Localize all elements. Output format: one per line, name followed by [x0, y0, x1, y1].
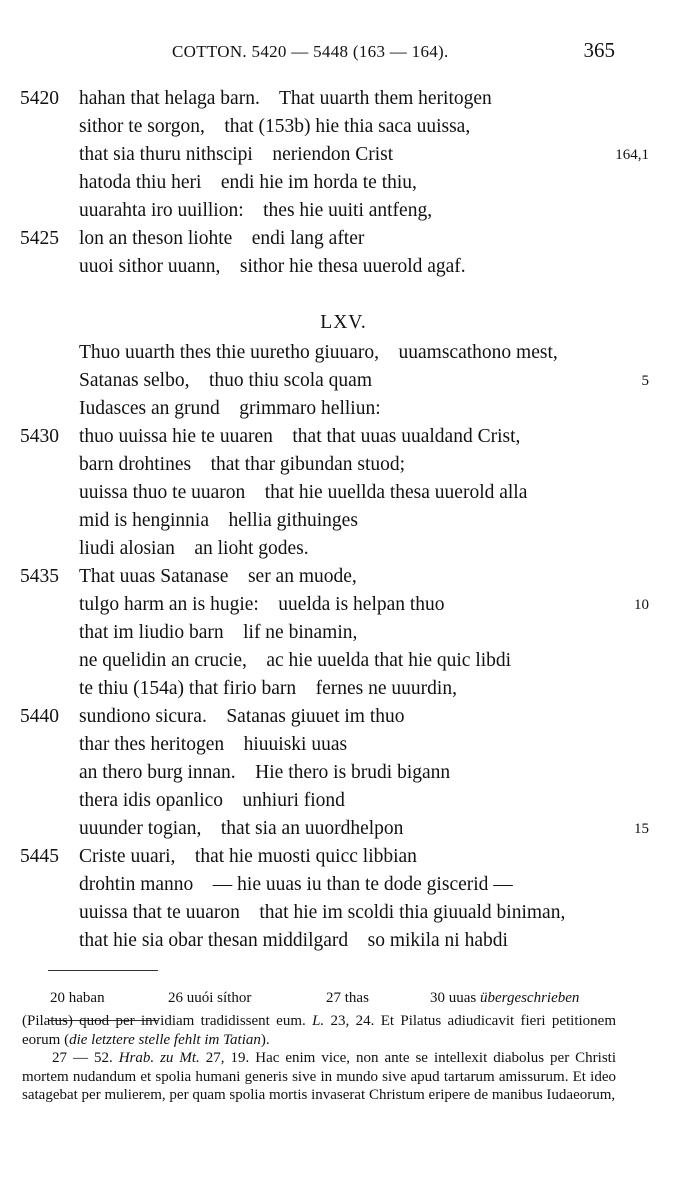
- verse-text: uuissa that te uuaron that hie im scoldi thia giuuald biniman,: [79, 902, 566, 923]
- verse-line: [0, 256, 687, 284]
- section-heading: LXV.: [320, 312, 367, 333]
- verse-line: [0, 678, 687, 706]
- verse-line: [0, 874, 687, 902]
- variant-reading: [430, 990, 579, 1007]
- footnote-text: 27, 19. Hac enim vice, non ante se intellexit diabolus per Christi mortem nudandum et spolia humani generis sive in mundo sive apud tartarum amissurum. Et ideo satagebat per mulierem, per quam spolia mortis invaserat Christum eripere de manibus Iudaeorum,: [22, 1050, 617, 1103]
- variant-reading: 27 thas: [326, 990, 369, 1006]
- line-number: 5420: [20, 88, 59, 109]
- verse-line: [0, 818, 687, 846]
- verse-line: [0, 370, 687, 398]
- verse-text: mid is henginnia hellia githuinges: [79, 510, 358, 531]
- footnote-ref: L.: [312, 1013, 325, 1029]
- verse-text: uuoi sithor uuann, sithor hie thesa uuerold agaf.: [79, 256, 466, 277]
- verse-line: [0, 482, 687, 510]
- header-title: COTTON. 5420 — 5448 (163 — 164).: [172, 42, 449, 61]
- verse-text: sithor te sorgon, that (153b) hie thia saca uuissa,: [79, 116, 471, 137]
- footnote-italic: die letztere stelle fehlt im Tatian: [69, 1031, 261, 1048]
- verse-text: Iudasces an grund grimmaro helliun:: [79, 398, 381, 419]
- verse-text: Satanas selbo, thuo thiu scola quam: [79, 370, 372, 391]
- verse-line: [0, 566, 687, 594]
- verse-text: Criste uuari, that hie muosti quicc libbian: [79, 846, 417, 867]
- verse-text: hahan that helaga barn. That uuarth them heritogen: [79, 88, 492, 109]
- verse-text: that hie sia obar thesan middilgard so mikila ni habdi: [79, 930, 508, 951]
- verse-line: [0, 228, 687, 256]
- verse-text: uuarahta iro uuillion: thes hie uuiti antfeng,: [79, 200, 433, 221]
- verse-text: te thiu (154a) that firio barn fernes ne uuurdin,: [79, 678, 457, 699]
- verse-text: lon an theson liohte endi lang after: [79, 228, 365, 249]
- verse-line: [0, 790, 687, 818]
- variant-text: 30 uuas: [430, 990, 480, 1006]
- page-number: 365: [583, 38, 615, 62]
- line-number: 5430: [20, 426, 59, 447]
- verse-line: [0, 200, 687, 228]
- verse-text: sundiono sicura. Satanas giuuet im thuo: [79, 706, 405, 727]
- footnote-paragraph: [22, 1012, 616, 1049]
- verse-line: [0, 454, 687, 482]
- margin-reference: 164,1: [615, 147, 649, 163]
- verse-line: [0, 930, 687, 958]
- footnote-text: 23, 24. Et Pilatus adiudicavit fieri petitionem eorum (: [22, 1013, 616, 1048]
- footnote-text: (Pilatus) quod per invidiam tradidissent eum.: [22, 1013, 313, 1029]
- line-number: 5435: [20, 566, 59, 587]
- verse-line: [0, 510, 687, 538]
- variant-reading: 26 uuói síthor: [168, 990, 252, 1006]
- verse-text: ne quelidin an crucie, ac hie uuelda that hie quic libdi: [79, 650, 512, 671]
- footnote-paragraph: [22, 1049, 616, 1105]
- verse-text: that sia thuru nithscipi neriendon Crist: [79, 144, 394, 165]
- verse-text: thar thes heritogen hiuuiski uuas: [79, 734, 348, 755]
- verse-text: an thero burg innan. Hie thero is brudi bigann: [79, 762, 451, 783]
- verse-line: [0, 88, 687, 116]
- margin-reference: 5: [641, 373, 649, 389]
- verse-text: hatoda thiu heri endi hie im horda te thiu,: [79, 172, 417, 193]
- verse-text: tulgo harm an is hugie: uuelda is helpan thuo: [79, 594, 445, 615]
- verse-line: [0, 426, 687, 454]
- divider-rule: [48, 970, 158, 971]
- verse-text: drohtin manno — hie uuas iu than te dode giscerid —: [79, 874, 513, 895]
- verse-line: [0, 172, 687, 200]
- margin-reference: 10: [634, 597, 649, 613]
- line-number: 5445: [20, 846, 59, 867]
- verse-line: [0, 846, 687, 874]
- variant-reading: 20 haban: [50, 990, 105, 1006]
- verse-line: [0, 594, 687, 622]
- verse-text: thuo uuissa hie te uuaren that that uuas uualdand Crist,: [79, 426, 521, 447]
- verse-line: [0, 734, 687, 762]
- verse-text: uuunder togian, that sia an uuordhelpon: [79, 818, 404, 839]
- verse-line: [0, 342, 687, 370]
- running-header: [0, 38, 687, 68]
- verse-line: [0, 650, 687, 678]
- verse-text: That uuas Satanase ser an muode,: [79, 566, 357, 587]
- footnote-text: 27 — 52.: [52, 1050, 119, 1066]
- verse-line: [0, 762, 687, 790]
- footnote-text: ).: [260, 1031, 270, 1048]
- verse-text: barn drohtines that thar gibundan stuod;: [79, 454, 406, 475]
- verse-line: [0, 538, 687, 566]
- variant-readings: [0, 990, 687, 1012]
- verse-text: thera idis opanlico unhiuri fiond: [79, 790, 345, 811]
- verse-text: uuissa thuo te uuaron that hie uuellda thesa uuerold alla: [79, 482, 528, 503]
- line-number: 5425: [20, 228, 59, 249]
- verse-line: [0, 902, 687, 930]
- verse-line: [0, 622, 687, 650]
- footnotes: [22, 1012, 616, 1105]
- verse-line: [0, 706, 687, 734]
- verse-line: [0, 398, 687, 426]
- verse-text: that im liudio barn lif ne binamin,: [79, 622, 358, 643]
- margin-reference: 15: [634, 821, 649, 837]
- footnote-ref: Hrab. zu Mt.: [118, 1050, 200, 1066]
- line-number: 5440: [20, 706, 59, 727]
- verse-line: [0, 116, 687, 144]
- verse-line: [0, 144, 687, 172]
- variant-note: übergeschrieben: [480, 990, 580, 1006]
- verse-text: liudi alosian an lioht godes.: [79, 538, 309, 559]
- verse-text: Thuo uuarth thes thie uuretho giuuaro, uuamscathono mest,: [79, 342, 558, 363]
